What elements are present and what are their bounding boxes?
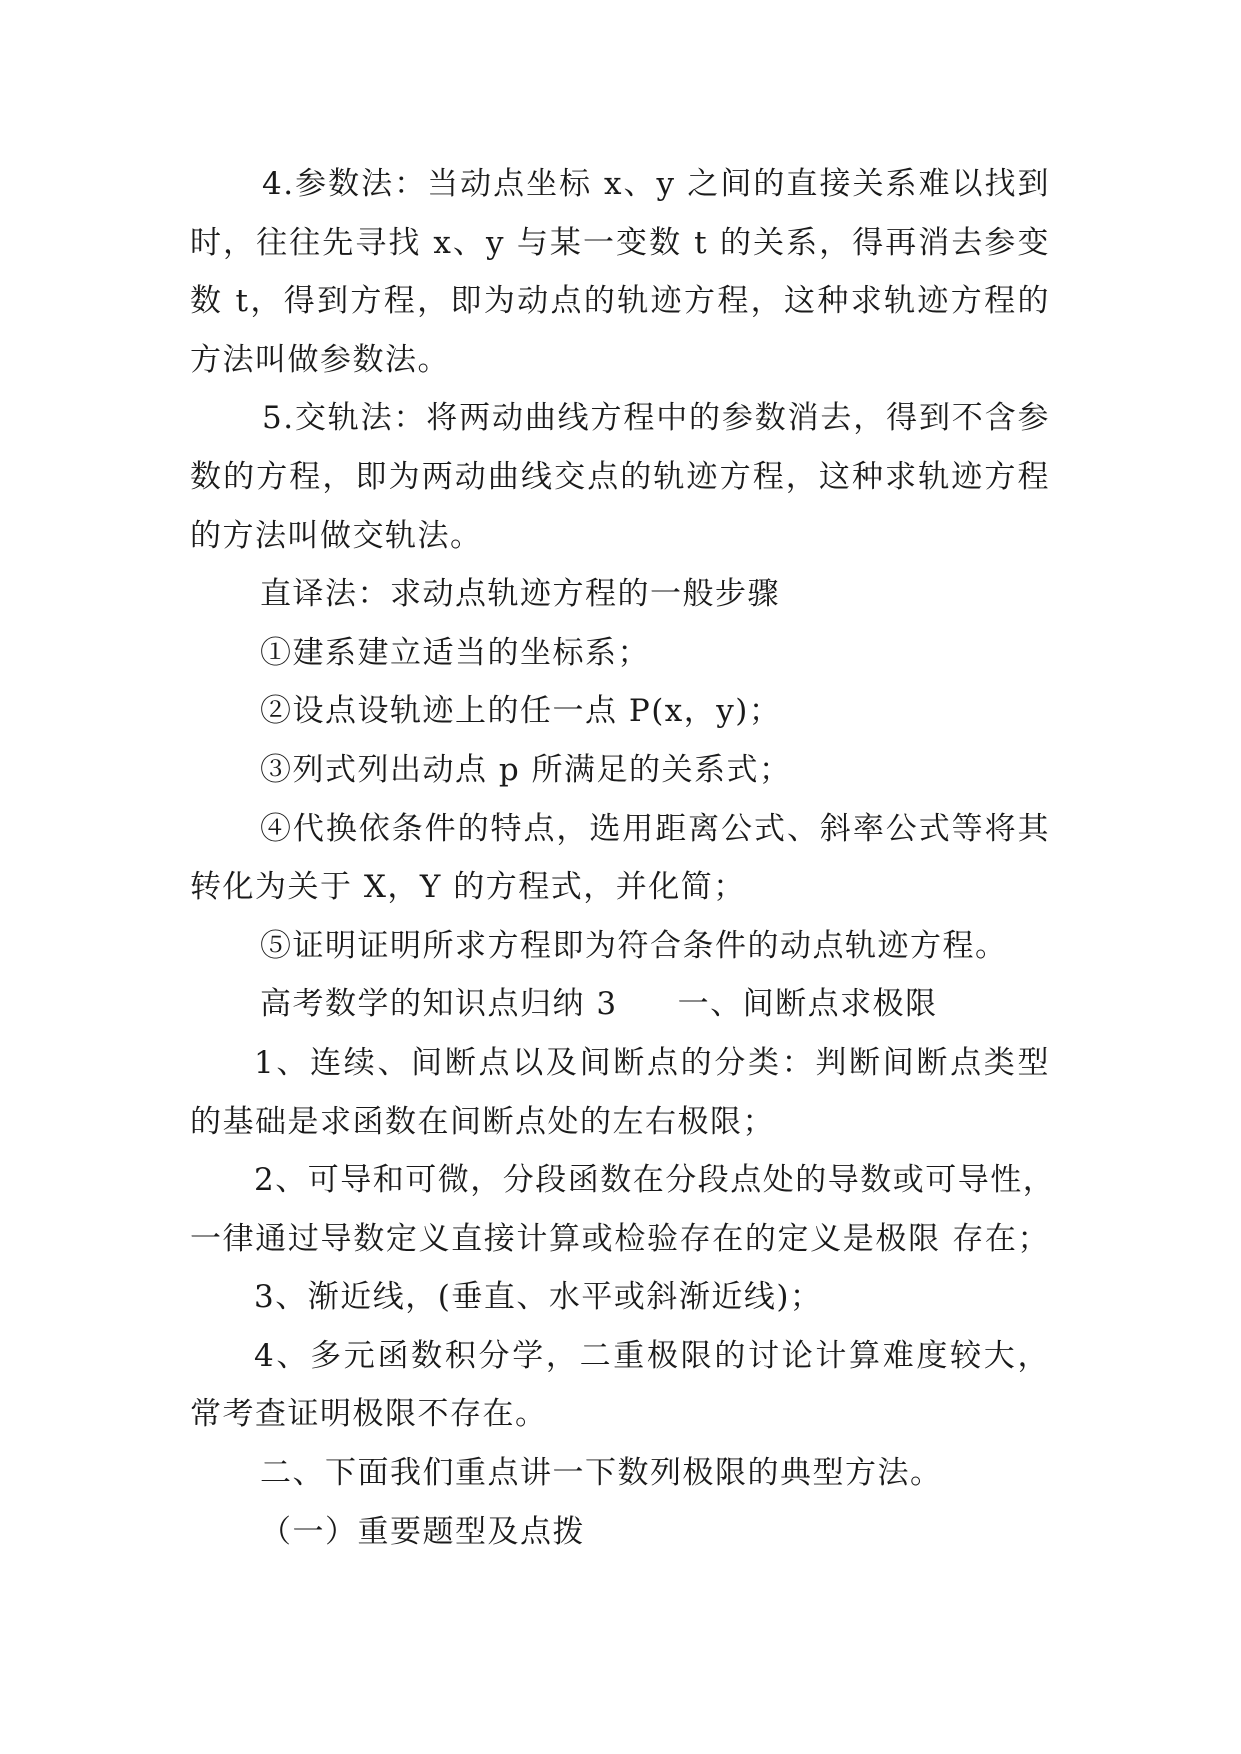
list-item-continuation: 一律通过导数定义直接计算或检验存在的定义是极限 存在； xyxy=(190,1220,1050,1257)
paragraph-line: 时，往往先寻找 x、y 与某一变数 t 的关系，得再消去参变 xyxy=(190,224,1050,261)
step-item-continuation: 转化为关于 X，Y 的方程式，并化简； xyxy=(190,869,746,906)
section-heading xyxy=(190,975,1050,1034)
section-heading-title: 高考数学的知识点归纳 3 xyxy=(260,986,618,1023)
step-item: ③列式列出动点 p 所满足的关系式； xyxy=(260,751,792,788)
document-body xyxy=(190,155,1056,1561)
paragraph-line: 5.交轨法：将两动曲线方程中的参数消去，得到不含参 xyxy=(262,400,1050,437)
step-item: ①建系建立适当的坐标系； xyxy=(260,634,650,671)
list-item: 1、连续、间断点以及间断点的分类：判断间断点类型 xyxy=(254,1044,1050,1081)
paragraph-line: 直译法：求动点轨迹方程的一般步骤 xyxy=(260,576,780,613)
list-item-continuation: 常考查证明极限不存在。 xyxy=(190,1396,548,1433)
subsection-heading: （一）重要题型及点拨 xyxy=(260,1513,585,1550)
step-item: ②设点设轨迹上的任一点 P(x，y)； xyxy=(260,693,782,730)
list-item: 3、渐近线，(垂直、水平或斜渐近线)； xyxy=(254,1279,823,1316)
paragraph-line: 方法叫做参数法。 xyxy=(190,341,450,378)
list-item: 2、可导和可微，分段函数在分段点处的导数或可导性， xyxy=(254,1162,1056,1199)
list-item-continuation: 的基础是求函数在间断点处的左右极限； xyxy=(190,1103,775,1140)
section-heading: 二、下面我们重点讲一下数列极限的典型方法。 xyxy=(260,1455,943,1492)
paragraph-line: 4.参数法：当动点坐标 x、y 之间的直接关系难以找到 xyxy=(262,166,1050,202)
step-item: ⑤证明证明所求方程即为符合条件的动点轨迹方程。 xyxy=(260,927,1008,964)
step-item: ④代换依条件的特点，选用距离公式、斜率公式等将其 xyxy=(260,810,1050,847)
paragraph-line: 数的方程，即为两动曲线交点的轨迹方程，这种求轨迹方程 xyxy=(190,458,1050,495)
section-heading-subtitle: 一、间断点求极限 xyxy=(677,986,938,1023)
paragraph-line: 的方法叫做交轨法。 xyxy=(190,517,483,554)
list-item: 4、多元函数积分学，二重极限的讨论计算难度较大， xyxy=(254,1337,1050,1374)
paragraph-line: 数 t，得到方程，即为动点的轨迹方程，这种求轨迹方程的 xyxy=(190,283,1050,320)
